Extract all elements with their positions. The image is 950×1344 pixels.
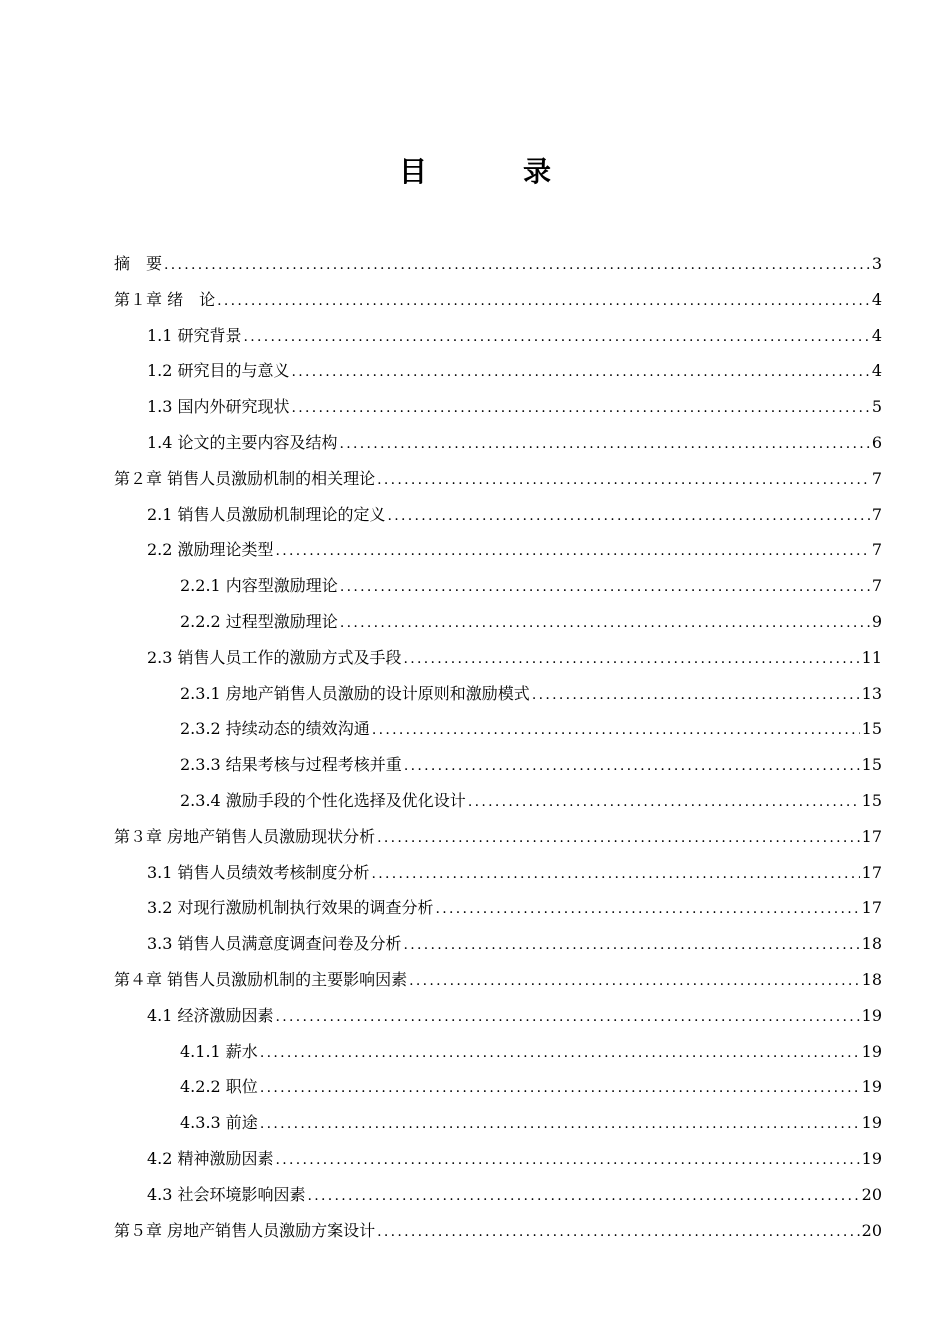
- toc-entry-label: 4.3.3 前途: [180, 1113, 258, 1133]
- toc-leader-dots: [292, 391, 870, 425]
- toc-entry-label: 2.3.3 结果考核与过程考核并重: [180, 755, 402, 775]
- toc-entry-page: 15: [861, 790, 882, 810]
- toc-entry-label: 3.2 对现行激励机制执行效果的调查分析: [147, 898, 434, 918]
- toc-leader-dots: [217, 284, 870, 318]
- toc-entry[interactable]: [114, 676, 882, 712]
- toc-entry-label: 4.2.2 职位: [180, 1077, 258, 1097]
- toc-leader-dots: [276, 1143, 860, 1177]
- toc-entry[interactable]: [114, 998, 882, 1034]
- toc-leader-dots: [276, 1000, 860, 1034]
- toc-leader-dots: [244, 320, 870, 354]
- toc-leader-dots: [340, 606, 870, 640]
- toc-entry[interactable]: [114, 1105, 882, 1141]
- toc-entry[interactable]: [114, 568, 882, 604]
- toc-leader-dots: [404, 928, 860, 962]
- toc-entry-label: 2.3.1 房地产销售人员激励的设计原则和激励模式: [180, 683, 530, 703]
- toc-entry-page: 15: [861, 755, 882, 775]
- toc-entry-page: 11: [861, 647, 882, 667]
- toc-entry-page: 7: [871, 576, 882, 596]
- toc-entry-label: 2.3 销售人员工作的激励方式及手段: [147, 647, 402, 667]
- toc-entry[interactable]: [114, 1177, 882, 1213]
- toc-entry-page: 7: [871, 504, 882, 524]
- toc-leader-dots: [260, 1071, 860, 1105]
- toc-entry[interactable]: [114, 747, 882, 783]
- toc-entry[interactable]: [114, 711, 882, 747]
- table-of-contents: [114, 246, 882, 1248]
- toc-entry[interactable]: [114, 1034, 882, 1070]
- toc-entry-page: 5: [871, 397, 882, 417]
- toc-entry[interactable]: [114, 819, 882, 855]
- toc-entry-label: 2.1 销售人员激励机制理论的定义: [147, 504, 386, 524]
- toc-leader-dots: [292, 355, 870, 389]
- toc-entry-page: 9: [871, 611, 882, 631]
- toc-leader-dots: [404, 642, 860, 676]
- toc-leader-dots: [372, 713, 860, 747]
- toc-entry-page: 18: [861, 934, 882, 954]
- toc-entry-label: 第５章 房地产销售人员激励方案设计: [114, 1220, 376, 1240]
- toc-entry-label: 第４章 销售人员激励机制的主要影响因素: [114, 969, 408, 989]
- toc-leader-dots: [377, 1215, 860, 1249]
- toc-entry[interactable]: [114, 926, 882, 962]
- toc-leader-dots: [377, 821, 860, 855]
- toc-entry[interactable]: [114, 855, 882, 891]
- toc-leader-dots: [409, 964, 860, 998]
- toc-entry-page: 17: [861, 898, 882, 918]
- toc-leader-dots: [377, 463, 870, 497]
- toc-entry-label: 3.1 销售人员绩效考核制度分析: [147, 862, 370, 882]
- toc-entry-page: 19: [861, 1113, 882, 1133]
- page-title: 目 录: [398, 155, 585, 188]
- toc-entry-page: 17: [861, 826, 882, 846]
- toc-leader-dots: [276, 534, 870, 568]
- toc-entry-label: 2.2.2 过程型激励理论: [180, 611, 338, 631]
- toc-entry-page: 19: [861, 1005, 882, 1025]
- toc-leader-dots: [308, 1179, 860, 1213]
- toc-entry[interactable]: [114, 282, 882, 318]
- toc-entry[interactable]: [114, 783, 882, 819]
- toc-entry[interactable]: [114, 246, 882, 282]
- toc-entry-page: 20: [861, 1220, 882, 1240]
- toc-entry[interactable]: [114, 962, 882, 998]
- toc-entry[interactable]: [114, 461, 882, 497]
- toc-entry-label: 1.2 研究目的与意义: [147, 361, 290, 381]
- toc-entry-label: 4.2 精神激励因素: [147, 1148, 274, 1168]
- toc-entry[interactable]: [114, 425, 882, 461]
- toc-entry-label: 1.1 研究背景: [147, 325, 242, 345]
- toc-entry-label: 1.3 国内外研究现状: [147, 397, 290, 417]
- toc-entry-page: 19: [861, 1077, 882, 1097]
- toc-entry-page: 4: [871, 325, 882, 345]
- toc-entry-label: 第１章 绪 论: [114, 289, 216, 309]
- toc-leader-dots: [260, 1107, 860, 1141]
- toc-entry[interactable]: [114, 890, 882, 926]
- toc-entry[interactable]: [114, 1141, 882, 1177]
- toc-leader-dots: [340, 570, 870, 604]
- toc-entry-page: 15: [861, 719, 882, 739]
- toc-entry-label: 第３章 房地产销售人员激励现状分析: [114, 826, 376, 846]
- toc-entry[interactable]: [114, 532, 882, 568]
- toc-entry-label: 摘 要: [114, 254, 163, 273]
- toc-leader-dots: [372, 857, 860, 891]
- toc-leader-dots: [436, 892, 860, 926]
- toc-entry-page: 7: [871, 468, 882, 488]
- toc-leader-dots: [532, 678, 860, 712]
- toc-entry-page: 7: [871, 540, 882, 560]
- toc-entry-page: 18: [861, 969, 882, 989]
- toc-entry[interactable]: [114, 353, 882, 389]
- toc-leader-dots: [340, 427, 870, 461]
- toc-entry-page: 3: [871, 254, 882, 273]
- toc-leader-dots: [404, 749, 860, 783]
- toc-entry-page: 13: [861, 683, 882, 703]
- toc-entry-label: 3.3 销售人员满意度调查问卷及分析: [147, 934, 402, 954]
- toc-leader-dots: [164, 248, 870, 282]
- toc-entry[interactable]: [114, 497, 882, 533]
- toc-entry-label: 2.3.2 持续动态的绩效沟通: [180, 719, 370, 739]
- toc-entry[interactable]: [114, 318, 882, 354]
- toc-entry[interactable]: [114, 389, 882, 425]
- toc-entry-page: 17: [861, 862, 882, 882]
- toc-entry-label: 2.2.1 内容型激励理论: [180, 576, 338, 596]
- toc-entry-page: 4: [871, 289, 882, 309]
- toc-entry[interactable]: [114, 640, 882, 676]
- toc-entry-label: 第２章 销售人员激励机制的相关理论: [114, 468, 376, 488]
- toc-leader-dots: [260, 1036, 860, 1070]
- toc-leader-dots: [388, 499, 870, 533]
- toc-entry-label: 2.3.4 激励手段的个性化选择及优化设计: [180, 790, 466, 810]
- toc-entry-page: 19: [861, 1041, 882, 1061]
- toc-entry[interactable]: [114, 1213, 882, 1249]
- toc-entry-page: 20: [861, 1184, 882, 1204]
- toc-entry-label: 4.1 经济激励因素: [147, 1005, 274, 1025]
- toc-entry-page: 19: [861, 1148, 882, 1168]
- toc-leader-dots: [468, 785, 860, 819]
- toc-entry-page: 4: [871, 361, 882, 381]
- toc-entry[interactable]: [114, 604, 882, 640]
- toc-entry-label: 1.4 论文的主要内容及结构: [147, 432, 338, 452]
- toc-entry[interactable]: [114, 1069, 882, 1105]
- toc-entry-label: 2.2 激励理论类型: [147, 540, 274, 560]
- toc-entry-page: 6: [871, 432, 882, 452]
- toc-entry-label: 4.3 社会环境影响因素: [147, 1184, 306, 1204]
- toc-entry-label: 4.1.1 薪水: [180, 1041, 258, 1061]
